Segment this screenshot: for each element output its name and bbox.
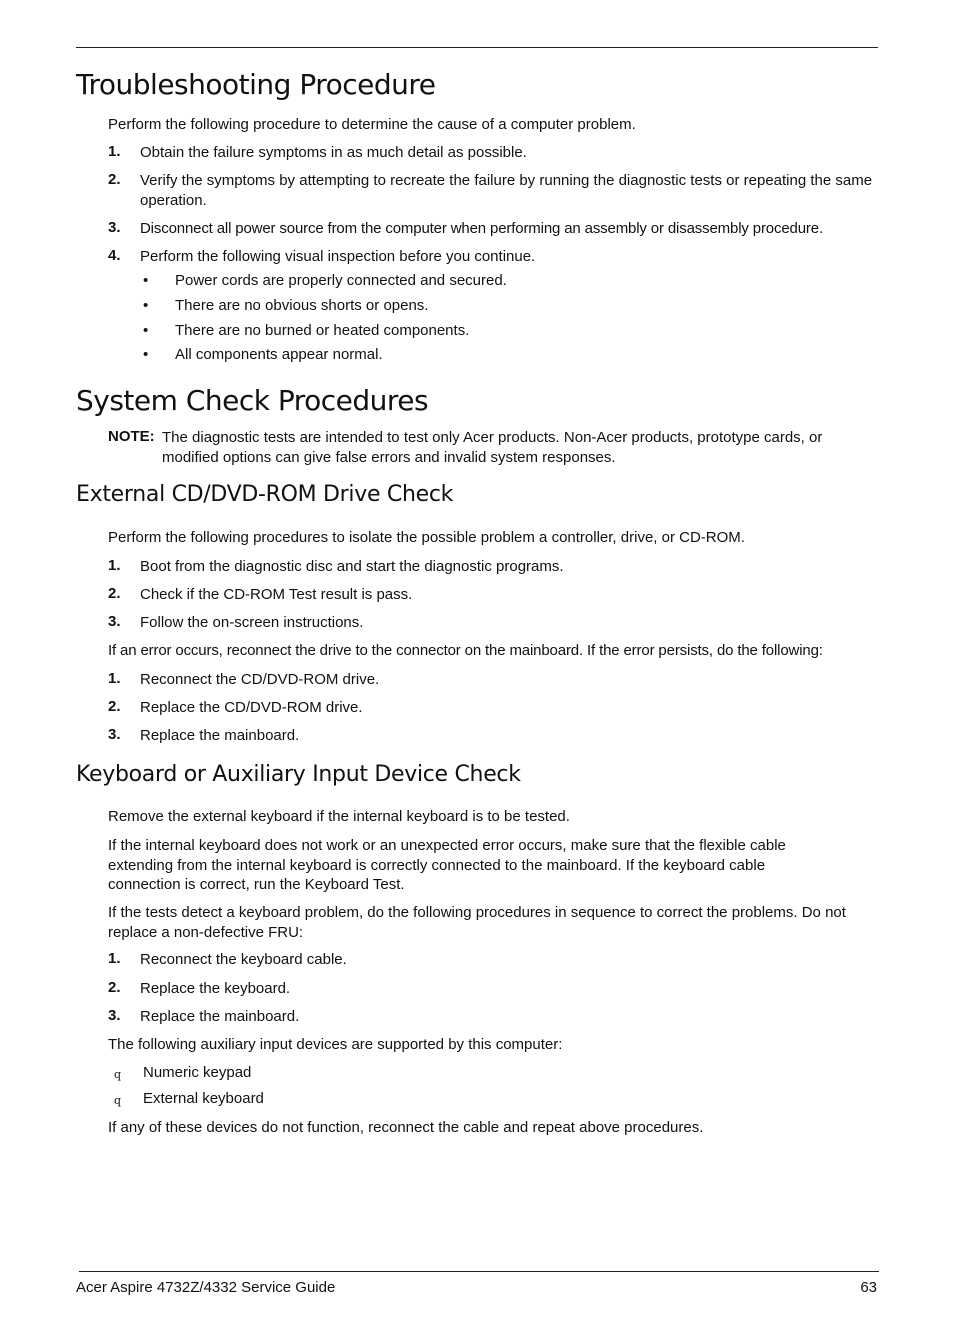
device-item: External keyboard	[143, 1090, 264, 1107]
keyboard-p4: The following auxiliary input devices are supported by this computer:	[108, 1036, 563, 1053]
step-number: 2.	[108, 585, 121, 602]
step-text: Reconnect the keyboard cable.	[140, 951, 347, 968]
step-number: 1.	[108, 143, 121, 160]
bullet-item: There are no burned or heated components.	[175, 322, 470, 339]
page-number: 63	[860, 1279, 877, 1296]
step-text: Verify the symptoms by attempting to recreate the failure by running the diagnostic tests or repeating the same operation.	[140, 172, 873, 209]
step-text: Replace the keyboard.	[140, 980, 291, 997]
cd-dvd-error-text: If an error occurs, reconnect the drive to the connector on the mainboard. If the error persists, do the following:	[108, 642, 823, 659]
step-text: Reconnect the CD/DVD-ROM drive.	[140, 671, 380, 688]
step-number: 1.	[108, 950, 121, 967]
step-text: Obtain the failure symptoms in as much detail as possible.	[140, 144, 527, 161]
bullet-item: Power cords are properly connected and secured.	[175, 272, 507, 289]
step-number: 3.	[108, 726, 121, 743]
bullet-icon: •	[143, 346, 149, 363]
section-title-troubleshooting: Troubleshooting Procedure	[76, 68, 436, 101]
step-text: Boot from the diagnostic disc and start the diagnostic programs.	[140, 558, 564, 575]
keyboard-p1: Remove the external keyboard if the internal keyboard is to be tested.	[108, 808, 570, 825]
device-item: Numeric keypad	[143, 1064, 252, 1081]
step-text: Replace the mainboard.	[140, 1008, 300, 1025]
cd-dvd-intro: Perform the following procedures to isolate the possible problem a controller, drive, or CD-ROM.	[108, 529, 745, 546]
section-title-cd-dvd-check: External CD/DVD-ROM Drive Check	[76, 482, 454, 507]
step-number: 3.	[108, 613, 121, 630]
note-text: The diagnostic tests are intended to test only Acer products. Non-Acer products, prototype cards, or modified options can give false errors and invalid system responses.	[162, 429, 823, 466]
step-number: 1.	[108, 557, 121, 574]
section-title-keyboard-check: Keyboard or Auxiliary Input Device Check	[76, 762, 521, 787]
bullet-item: All components appear normal.	[175, 346, 383, 363]
troubleshooting-intro: Perform the following procedure to determine the cause of a computer problem.	[108, 116, 636, 133]
step-number: 1.	[108, 670, 121, 687]
step-text: Follow the on-screen instructions.	[140, 614, 364, 631]
note-label: NOTE:	[108, 428, 155, 445]
step-number: 3.	[108, 1007, 121, 1024]
step-text: Disconnect all power source from the computer when performing an assembly or disassembly procedure.	[140, 220, 823, 237]
step-number: 3.	[108, 219, 121, 236]
step-number: 2.	[108, 979, 121, 996]
bullet-icon: •	[143, 272, 149, 289]
keyboard-p3: If the tests detect a keyboard problem, do the following procedures in sequence to correct the problems. Do not replace a non-defective FRU:	[108, 904, 846, 941]
step-number: 2.	[108, 171, 121, 188]
list-marker-icon: q	[114, 1094, 122, 1107]
step-text: Replace the CD/DVD-ROM drive.	[140, 699, 363, 716]
section-title-system-check: System Check Procedures	[76, 384, 429, 417]
list-marker-icon: q	[114, 1068, 122, 1081]
step-number: 2.	[108, 698, 121, 715]
bullet-icon: •	[143, 297, 149, 314]
bullet-item: There are no obvious shorts or opens.	[175, 297, 429, 314]
step-number: 4.	[108, 247, 121, 264]
footer-rule	[79, 1271, 879, 1272]
footer-title: Acer Aspire 4732Z/4332 Service Guide	[76, 1279, 336, 1296]
header-rule	[76, 47, 878, 48]
keyboard-p2: If the internal keyboard does not work or an unexpected error occurs, make sure that the flexible cable extending from the internal keyboard is correctly connected to the mainboard. If the keyboard cable connection is correct, run the Keyboard Test.	[108, 837, 786, 893]
keyboard-p5: If any of these devices do not function, reconnect the cable and repeat above procedures.	[108, 1119, 704, 1136]
step-text: Check if the CD-ROM Test result is pass.	[140, 586, 413, 603]
step-text: Replace the mainboard.	[140, 727, 300, 744]
step-text: Perform the following visual inspection before you continue.	[140, 248, 536, 265]
bullet-icon: •	[143, 322, 149, 339]
